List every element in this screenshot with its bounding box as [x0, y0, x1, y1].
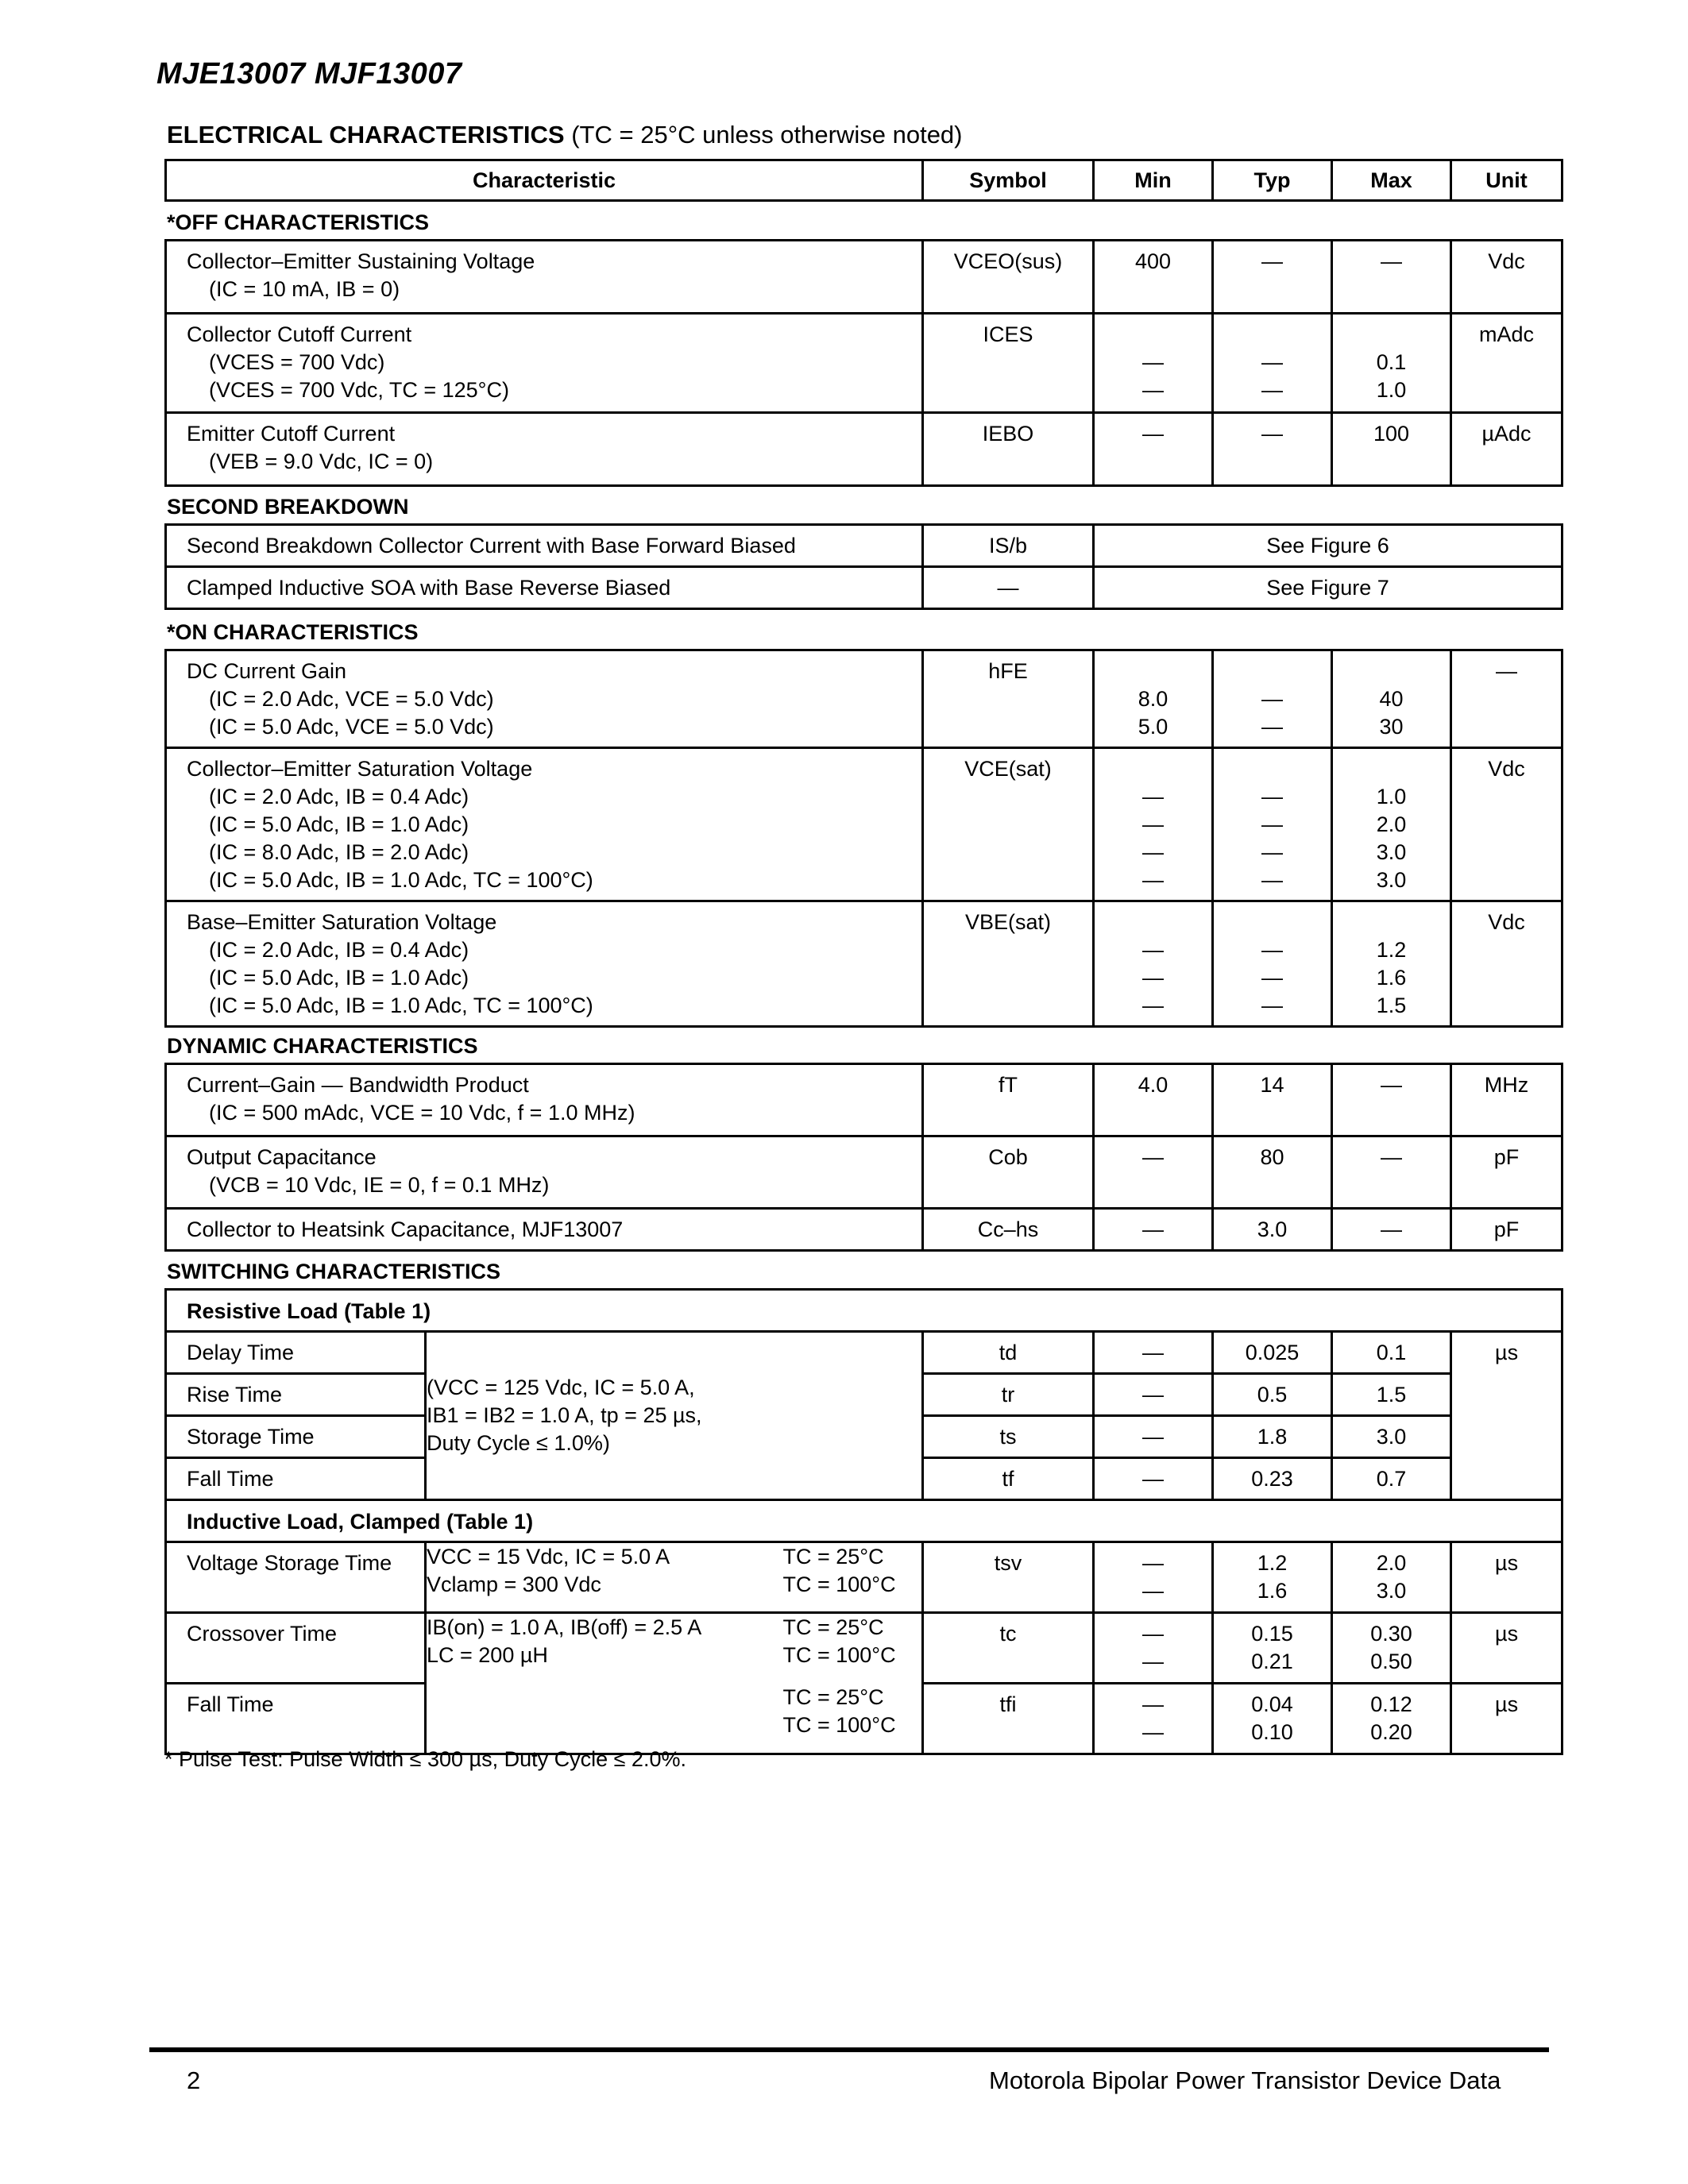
- condition-line: IB1 = IB2 = 1.0 A, tp = 25 µs,: [427, 1403, 702, 1427]
- table-row: [166, 1332, 1562, 1374]
- max-value: —: [1381, 1217, 1402, 1241]
- min-value: —: [1142, 1692, 1164, 1716]
- off-table: [164, 239, 1563, 487]
- symbol: td: [923, 1332, 1094, 1374]
- unit: µs: [1451, 1684, 1562, 1754]
- typ-value: 0.04: [1251, 1692, 1293, 1716]
- max-value: —: [1381, 249, 1402, 273]
- header-row: [166, 160, 1562, 201]
- typ-values: [1213, 901, 1332, 1027]
- on-table: [164, 649, 1563, 1028]
- table-row: [166, 1136, 1562, 1209]
- unit: Vdc: [1451, 901, 1562, 1027]
- max-value: 3.0: [1376, 1579, 1407, 1603]
- inductive-conditions: [426, 1542, 777, 1613]
- max-value: 30: [1379, 715, 1404, 739]
- table-row: [166, 567, 1562, 609]
- max-value: 1.6: [1376, 966, 1407, 990]
- symbol: hFE: [923, 650, 1094, 748]
- unit: µs: [1451, 1613, 1562, 1684]
- characteristic-name: Rise Time: [166, 1374, 426, 1416]
- max-values: [1332, 1613, 1451, 1684]
- max-value: 0.1: [1376, 350, 1407, 374]
- symbol: fT: [923, 1064, 1094, 1136]
- min-value: 8.0: [1138, 687, 1168, 711]
- min-value: —: [1142, 350, 1164, 374]
- typ-value: 0.5: [1213, 1374, 1332, 1416]
- typ-values: [1213, 1209, 1332, 1251]
- symbol: VBE(sat): [923, 901, 1094, 1027]
- typ-value: —: [1261, 378, 1283, 402]
- min-values: [1094, 1542, 1213, 1613]
- condition-line: Vclamp = 300 Vdc: [427, 1572, 601, 1596]
- symbol: ICES: [923, 314, 1094, 413]
- symbol: VCEO(sus): [923, 241, 1094, 314]
- min-values: [1094, 1136, 1213, 1209]
- min-values: [1094, 901, 1213, 1027]
- typ-values: [1213, 1136, 1332, 1209]
- header-min: Min: [1094, 160, 1213, 201]
- characteristic-name: Collector to Heatsink Capacitance, MJF13007: [187, 1217, 624, 1241]
- max-value: 0.7: [1332, 1458, 1451, 1500]
- typ-value: —: [1261, 938, 1283, 962]
- table-row: [166, 748, 1562, 901]
- table-row: [166, 1209, 1562, 1251]
- characteristic-name: Voltage Storage Time: [166, 1542, 426, 1613]
- unit: MHz: [1451, 1064, 1562, 1136]
- on-section-title: *ON CHARACTERISTICS: [167, 620, 419, 644]
- typ-values: [1213, 1064, 1332, 1136]
- min-values: [1094, 1209, 1213, 1251]
- min-value: —: [1094, 1458, 1213, 1500]
- characteristic-name: Delay Time: [166, 1332, 426, 1374]
- typ-value: 3.0: [1257, 1217, 1288, 1241]
- reference-value: See Figure 7: [1094, 567, 1562, 609]
- max-values: [1332, 748, 1451, 901]
- table-row: [166, 650, 1562, 748]
- max-value: 0.50: [1370, 1650, 1412, 1673]
- table-row: [166, 901, 1562, 1027]
- test-condition: (IC = 2.0 Adc, IB = 0.4 Adc): [209, 785, 469, 808]
- min-value: —: [1142, 1579, 1164, 1603]
- max-value: —: [1381, 1145, 1402, 1169]
- inductive-load-title: Inductive Load, Clamped (Table 1): [166, 1500, 1562, 1542]
- inductive-conditions: [426, 1613, 777, 1684]
- typ-value: —: [1261, 966, 1283, 990]
- unit: pF: [1451, 1209, 1562, 1251]
- typ-value: —: [1261, 840, 1283, 864]
- max-values: [1332, 413, 1451, 486]
- characteristic-name: Collector–Emitter Sustaining Voltage: [187, 249, 535, 273]
- max-value: 1.5: [1332, 1374, 1451, 1416]
- unit: —: [1451, 650, 1562, 748]
- temperature-line: TC = 25°C: [782, 1545, 884, 1569]
- characteristic-cell: [166, 748, 923, 901]
- table-row: [166, 241, 1562, 314]
- header-unit: Unit: [1451, 160, 1562, 201]
- table-row: [166, 525, 1562, 567]
- characteristic-name: Crossover Time: [166, 1613, 426, 1684]
- table-row: [166, 1542, 1562, 1613]
- min-value: —: [1142, 868, 1164, 892]
- max-value: 1.0: [1376, 785, 1407, 808]
- test-condition: (VCES = 700 Vdc, TC = 125°C): [209, 378, 509, 402]
- min-value: 400: [1134, 249, 1172, 273]
- test-condition: (IC = 5.0 Adc, IB = 1.0 Adc): [209, 966, 469, 990]
- temperature-conditions: [777, 1613, 923, 1684]
- footer-text: Motorola Bipolar Power Transistor Device Data: [989, 2066, 1501, 2094]
- test-condition: (IC = 500 mAdc, VCE = 10 Vdc, f = 1.0 MHz): [209, 1101, 635, 1125]
- typ-value: 0.10: [1251, 1720, 1293, 1744]
- symbol: tsv: [923, 1542, 1094, 1613]
- symbol: IS/b: [923, 525, 1094, 567]
- symbol: Cc–hs: [923, 1209, 1094, 1251]
- symbol: tr: [923, 1374, 1094, 1416]
- test-condition: (IC = 10 mA, IB = 0): [209, 277, 400, 301]
- typ-value: 1.6: [1257, 1579, 1288, 1603]
- section-condition: (TC = 25°C unless otherwise noted): [571, 121, 963, 149]
- min-value: —: [1142, 378, 1164, 402]
- min-value: —: [1142, 1720, 1164, 1744]
- min-value: —: [1094, 1332, 1213, 1374]
- characteristic-name: Fall Time: [166, 1458, 426, 1500]
- max-value: —: [1381, 1073, 1402, 1097]
- document-title: MJE13007 MJF13007: [156, 57, 462, 91]
- switching-table: [164, 1288, 1563, 1755]
- symbol: Cob: [923, 1136, 1094, 1209]
- unit: µs: [1451, 1542, 1562, 1613]
- min-values: [1094, 1684, 1213, 1754]
- temperature-line: TC = 25°C: [782, 1615, 884, 1639]
- max-value: 0.30: [1370, 1622, 1412, 1646]
- characteristic-cell: [166, 1209, 923, 1251]
- header-max: Max: [1332, 160, 1451, 201]
- typ-value: 0.15: [1251, 1622, 1293, 1646]
- header-table: [164, 159, 1563, 202]
- characteristic-name: Clamped Inductive SOA with Base Reverse Biased: [166, 567, 923, 609]
- typ-values: [1213, 650, 1332, 748]
- test-condition: (IC = 5.0 Adc, IB = 1.0 Adc, TC = 100°C): [209, 994, 593, 1017]
- characteristic-name: Output Capacitance: [187, 1145, 377, 1169]
- second-breakdown-title: SECOND BREAKDOWN: [167, 495, 409, 519]
- temperature-conditions: [777, 1684, 923, 1754]
- symbol: tc: [923, 1613, 1094, 1684]
- min-values: [1094, 1064, 1213, 1136]
- condition-line: Duty Cycle ≤ 1.0%): [427, 1431, 610, 1455]
- temperature-line: TC = 100°C: [782, 1712, 896, 1737]
- typ-value: 1.2: [1257, 1551, 1288, 1575]
- max-value: 1.5: [1376, 994, 1407, 1017]
- min-value: —: [1142, 840, 1164, 864]
- test-condition: (IC = 2.0 Adc, VCE = 5.0 Vdc): [209, 687, 494, 711]
- footnote: * Pulse Test: Pulse Width ≤ 300 µs, Duty Cycle ≤ 2.0%.: [164, 1747, 686, 1771]
- characteristic-cell: [166, 413, 923, 486]
- min-value: —: [1142, 994, 1164, 1017]
- temperature-line: TC = 100°C: [782, 1572, 896, 1596]
- unit: Vdc: [1451, 748, 1562, 901]
- typ-value: 80: [1260, 1145, 1284, 1169]
- typ-value: 0.23: [1213, 1458, 1332, 1500]
- max-value: 100: [1373, 422, 1410, 446]
- section-heading: ELECTRICAL CHARACTERISTICS: [167, 121, 565, 149]
- symbol: VCE(sat): [923, 748, 1094, 901]
- typ-value: —: [1261, 687, 1283, 711]
- symbol: tfi: [923, 1684, 1094, 1754]
- off-section-title: *OFF CHARACTERISTICS: [167, 210, 429, 234]
- min-values: [1094, 241, 1213, 314]
- symbol: —: [923, 567, 1094, 609]
- characteristic-cell: [166, 650, 923, 748]
- max-value: 0.20: [1370, 1720, 1412, 1744]
- table-row: [166, 1684, 1562, 1754]
- resistive-load-title: Resistive Load (Table 1): [166, 1290, 1562, 1332]
- test-condition: (VCES = 700 Vdc): [209, 350, 385, 374]
- typ-value: —: [1261, 868, 1283, 892]
- max-values: [1332, 1542, 1451, 1613]
- max-value: 3.0: [1376, 840, 1407, 864]
- characteristic-cell: [166, 1136, 923, 1209]
- table-row: [166, 1064, 1562, 1136]
- typ-value: —: [1261, 994, 1283, 1017]
- typ-value: —: [1261, 812, 1283, 836]
- max-value: 3.0: [1376, 868, 1407, 892]
- max-values: [1332, 314, 1451, 413]
- header-typ: Typ: [1213, 160, 1332, 201]
- characteristic-name: Collector–Emitter Saturation Voltage: [187, 757, 533, 781]
- typ-value: 14: [1260, 1073, 1284, 1097]
- header-characteristic: Characteristic: [166, 160, 923, 201]
- condition-line: VCC = 15 Vdc, IC = 5.0 A: [427, 1545, 670, 1569]
- typ-values: [1213, 1684, 1332, 1754]
- dynamic-section-title: DYNAMIC CHARACTERISTICS: [167, 1034, 478, 1058]
- resistive-conditions: [426, 1332, 923, 1500]
- characteristic-name: Emitter Cutoff Current: [187, 422, 396, 446]
- characteristic-cell: [166, 1064, 923, 1136]
- typ-values: [1213, 1542, 1332, 1613]
- symbol: IEBO: [923, 413, 1094, 486]
- test-condition: (IC = 5.0 Adc, IB = 1.0 Adc, TC = 100°C): [209, 868, 593, 892]
- max-values: [1332, 901, 1451, 1027]
- min-value: 5.0: [1138, 715, 1168, 739]
- characteristic-name: DC Current Gain: [187, 659, 347, 683]
- min-value: —: [1142, 1145, 1164, 1169]
- min-value: —: [1094, 1374, 1213, 1416]
- min-value: —: [1142, 1622, 1164, 1646]
- typ-values: [1213, 748, 1332, 901]
- max-value: 2.0: [1376, 1551, 1407, 1575]
- max-value: 3.0: [1332, 1416, 1451, 1458]
- typ-values: [1213, 314, 1332, 413]
- footer-rule: [149, 2047, 1549, 2052]
- characteristic-name: Base–Emitter Saturation Voltage: [187, 910, 497, 934]
- symbol: tf: [923, 1458, 1094, 1500]
- characteristic-cell: [166, 314, 923, 413]
- condition-line: (VCC = 125 Vdc, IC = 5.0 A,: [427, 1376, 695, 1399]
- characteristic-name: Storage Time: [166, 1416, 426, 1458]
- symbol: ts: [923, 1416, 1094, 1458]
- inductive-conditions: [426, 1684, 777, 1754]
- reference-value: See Figure 6: [1094, 525, 1562, 567]
- min-values: [1094, 314, 1213, 413]
- max-value: 0.1: [1332, 1332, 1451, 1374]
- resistive-load-header: [166, 1290, 1562, 1332]
- condition-line: IB(on) = 1.0 A, IB(off) = 2.5 A: [427, 1615, 702, 1639]
- max-values: [1332, 1136, 1451, 1209]
- typ-values: [1213, 1613, 1332, 1684]
- inductive-load-header: [166, 1500, 1562, 1542]
- max-value: 1.2: [1376, 938, 1407, 962]
- max-values: [1332, 1209, 1451, 1251]
- min-value: —: [1094, 1416, 1213, 1458]
- max-values: [1332, 1064, 1451, 1136]
- test-condition: (IC = 5.0 Adc, IB = 1.0 Adc): [209, 812, 469, 836]
- unit: µAdc: [1451, 413, 1562, 486]
- min-value: —: [1142, 966, 1164, 990]
- min-values: [1094, 650, 1213, 748]
- min-value: —: [1142, 938, 1164, 962]
- max-value: 40: [1379, 687, 1404, 711]
- max-values: [1332, 650, 1451, 748]
- page-number: 2: [187, 2066, 201, 2094]
- test-condition: (VCB = 10 Vdc, IE = 0, f = 0.1 MHz): [209, 1173, 550, 1197]
- switching-section-title: SWITCHING CHARACTERISTICS: [167, 1260, 500, 1283]
- typ-values: [1213, 241, 1332, 314]
- second-breakdown-table: [164, 523, 1563, 610]
- test-condition: (VEB = 9.0 Vdc, IC = 0): [209, 450, 434, 473]
- test-condition: (IC = 8.0 Adc, IB = 2.0 Adc): [209, 840, 469, 864]
- max-value: 2.0: [1376, 812, 1407, 836]
- characteristic-name: Fall Time: [166, 1684, 426, 1754]
- characteristic-name: Collector Cutoff Current: [187, 322, 412, 346]
- min-value: —: [1142, 812, 1164, 836]
- typ-values: [1213, 413, 1332, 486]
- typ-value: —: [1261, 422, 1283, 446]
- max-values: [1332, 241, 1451, 314]
- min-values: [1094, 413, 1213, 486]
- test-condition: (IC = 5.0 Adc, VCE = 5.0 Vdc): [209, 715, 494, 739]
- max-value: 1.0: [1376, 378, 1407, 402]
- header-symbol: Symbol: [923, 160, 1094, 201]
- characteristic-cell: [166, 901, 923, 1027]
- characteristic-name: Second Breakdown Collector Current with Base Forward Biased: [166, 525, 923, 567]
- section-title: [167, 121, 963, 149]
- typ-value: —: [1261, 785, 1283, 808]
- characteristic-name: Current–Gain — Bandwidth Product: [187, 1073, 529, 1097]
- typ-value: 0.21: [1251, 1650, 1293, 1673]
- min-value: —: [1142, 1217, 1164, 1241]
- min-values: [1094, 1613, 1213, 1684]
- min-values: [1094, 748, 1213, 901]
- temperature-conditions: [777, 1542, 923, 1613]
- min-value: —: [1142, 422, 1164, 446]
- table-row: [166, 413, 1562, 486]
- table-row: [166, 1613, 1562, 1684]
- min-value: 4.0: [1138, 1073, 1168, 1097]
- unit: mAdc: [1451, 314, 1562, 413]
- min-value: —: [1142, 1650, 1164, 1673]
- typ-value: 0.025: [1213, 1332, 1332, 1374]
- typ-value: —: [1261, 350, 1283, 374]
- typ-value: 1.8: [1213, 1416, 1332, 1458]
- unit: pF: [1451, 1136, 1562, 1209]
- typ-value: —: [1261, 715, 1283, 739]
- table-row: [166, 314, 1562, 413]
- max-value: 0.12: [1370, 1692, 1412, 1716]
- min-value: —: [1142, 1551, 1164, 1575]
- test-condition: (IC = 2.0 Adc, IB = 0.4 Adc): [209, 938, 469, 962]
- min-value: —: [1142, 785, 1164, 808]
- max-values: [1332, 1684, 1451, 1754]
- typ-value: —: [1261, 249, 1283, 273]
- temperature-line: TC = 25°C: [782, 1684, 884, 1709]
- temperature-line: TC = 100°C: [782, 1643, 896, 1667]
- unit: µs: [1451, 1332, 1562, 1500]
- characteristic-cell: [166, 241, 923, 314]
- condition-line: LC = 200 µH: [427, 1643, 548, 1667]
- unit: Vdc: [1451, 241, 1562, 314]
- dynamic-table: [164, 1063, 1563, 1252]
